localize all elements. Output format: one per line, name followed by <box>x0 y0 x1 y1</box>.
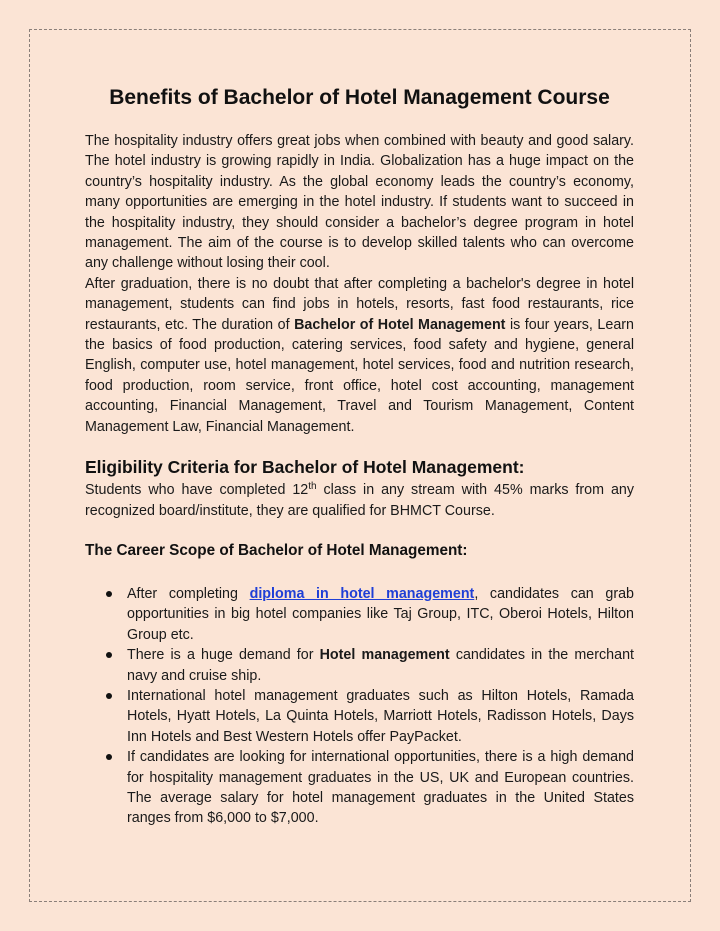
intro-paragraph-1: The hospitality industry offers great jobs when combined with beauty and good salary. The hotel industry is growing rapidly in India. Globalization has a huge impact on the country’s hospitality industry. As the global economy leads the country’s economy, many opportunities are emerging in the hotel industry. If students want to succeed in the hospitality industry, they should consider a bachelor’s degree program in hotel management. The aim of the course is to develop skilled talents who can overcome any challenge without losing their cool. <box>85 133 634 272</box>
intro-text-b: is four years, Learn the basics of food production, catering services, food safety and hygiene, general English, computer use, hotel management, hotel services, food and nutrition research, food production, room service, front office, hotel cost accounting, management accounting, Financial Management, Travel and Tourism Management, Content Management Law, Financial Management. <box>85 316 634 435</box>
eligibility-paragraph <box>85 480 634 521</box>
eligibility-text-a: Students who have completed 12 <box>85 482 309 499</box>
bullet-icon <box>106 754 112 760</box>
eligibility-sup: th <box>308 481 317 493</box>
bullet-icon <box>106 591 112 597</box>
eligibility-heading: Eligibility Criteria for Bachelor of Hotel Management: <box>85 457 525 478</box>
intro-text-a: After graduation, there is no doubt that after completing a bachelor's degree in hotel management, students can find jobs in hotels, resorts, fast food restaurants, rice restaurants, etc. The duration of <box>85 275 634 333</box>
item1-text-b: , candidates can grab opportunities in big hotel companies like Taj Group, ITC, Oberoi Hotels, Hilton Group etc. <box>127 585 634 643</box>
document-content <box>85 86 634 829</box>
item4-text: If candidates are looking for international opportunities, there is a high demand for hospitality management graduates in the US, UK and European countries. The average salary for hotel management graduates in the United States ranges from $6,000 to $7,000. <box>127 749 634 827</box>
diploma-link[interactable]: diploma in hotel management <box>249 585 475 602</box>
item2-bold: Hotel management <box>319 647 450 664</box>
list-item <box>85 584 634 645</box>
page-title: Benefits of Bachelor of Hotel Management Course <box>109 86 610 109</box>
item3-text: International hotel management graduates such as Hilton Hotels, Ramada Hotels, Hyatt Hotels, La Quinta Hotels, Marriott Hotels, Radisson Hotels, Days Inn Hotels and Best Western Hotels offer PayPacket. <box>127 687 634 745</box>
bullet-icon <box>106 693 112 699</box>
item2-text-a: There is a huge demand for <box>127 647 320 664</box>
item1-text-a: After completing <box>127 585 250 602</box>
career-heading: The Career Scope of Bachelor of Hotel Management: <box>85 541 468 559</box>
career-list <box>85 584 634 829</box>
item2-text-b: candidates in the merchant navy and cruise ship. <box>127 647 634 684</box>
eligibility-text-b: class in any stream with 45% marks from any recognized board/institute, they are qualified for BHMCT Course. <box>85 482 635 519</box>
list-item <box>85 686 634 747</box>
bullet-icon <box>106 652 112 658</box>
intro-paragraph-2 <box>85 274 634 437</box>
intro-bold-course: Bachelor of Hotel Management <box>294 316 506 333</box>
list-item <box>85 645 634 686</box>
list-item <box>85 747 634 829</box>
